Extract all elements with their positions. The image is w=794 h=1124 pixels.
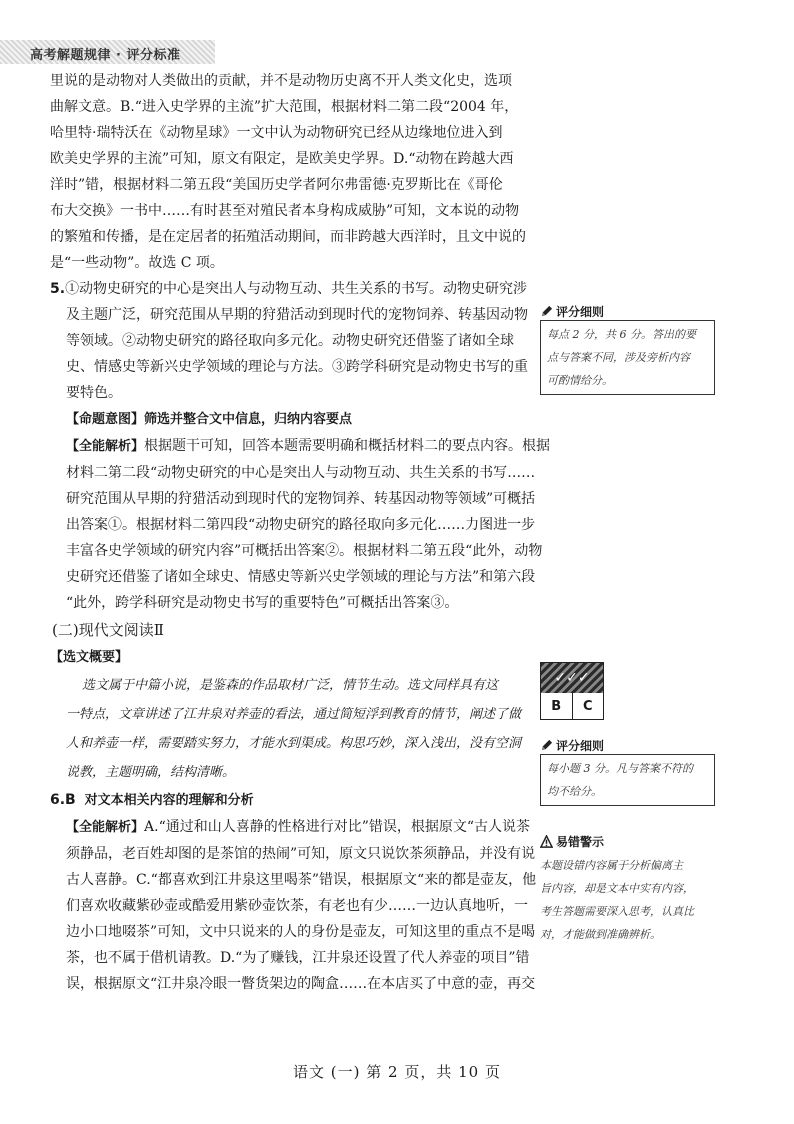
main-column: [50, 68, 551, 997]
text-line: 欧美史学界的主流”可知，原文有限定，是欧美史学界。D.“动物在跨越大西: [50, 151, 514, 167]
note-label: 评分细则: [556, 304, 605, 319]
note-line: 旨内容，却是文本中实有内容，: [540, 882, 694, 895]
text-line: 边小口地啜茶”可知，文中只说来的人的身份是壶友，可知这里的重点不是喝: [66, 924, 536, 940]
text-line: 哈里特·瑞特沃在《动物星球》一文中认为动物研究已经从边缘地位进入到: [50, 125, 503, 141]
question-6: [50, 787, 537, 997]
text-line: 研究范围从早期的狩猎活动到现时代的宠物饲养、转基因动物等领域”可概括: [66, 491, 536, 507]
analysis-line: [50, 433, 551, 460]
text-line: 古人喜静。C.“都喜欢到江井泉这里喝茶”错误，根据原文“来的都是壶友，他: [66, 872, 537, 888]
pencil-icon: [540, 305, 553, 318]
answer-box-cells: [541, 693, 603, 719]
note-line: 每点 2 分，共 6 分。答出的要: [547, 328, 696, 341]
text-line: 要特色。: [66, 385, 122, 401]
page-footer: 语文 (一) 第 2 页，共 10 页: [293, 1063, 501, 1081]
overview-label-line: [50, 644, 522, 671]
section-2: [50, 616, 522, 787]
checkmark-icon: ✓✓✓: [554, 670, 590, 686]
question-number: 5.: [50, 281, 66, 297]
text-line: 洋时”错，根据材料二第五段“美国历史学者阿尔弗雷德·克罗斯比在《哥伦: [50, 177, 503, 193]
warning-icon: [540, 835, 553, 848]
pencil-icon: [540, 739, 553, 752]
answer-box-header: [541, 663, 603, 693]
text-line: 丰富各史学领域的研究内容”可概括出答案②。根据材料二第五段“此外，动物: [66, 543, 543, 559]
note-line: 可酌情给分。: [547, 374, 613, 387]
overview-label: 【选文概要】: [50, 650, 129, 665]
note-line: 对，才能做到准确辨析。: [540, 928, 661, 941]
note-line: 均不给分。: [547, 785, 602, 798]
note-line: 考生答题需要深入思考，认真比: [540, 905, 694, 918]
text-line: 里说的是动物对人类做出的贡献，并不是动物历史离不开人类文化史，选项: [50, 73, 512, 89]
overview-line: 选文属于中篇小说，是鉴森的作品取材广泛，情节生动。选文同样具有这: [82, 678, 499, 693]
analysis-text: A.“通过和山人喜静的性格进行对比”错误，根据原文“古人说茶: [144, 819, 531, 835]
answer-continuation: [50, 68, 526, 276]
overview-line: 人和养壶一样，需要踏实努力，才能水到渠成。构思巧妙，深入浅出，没有空洞: [66, 736, 522, 751]
text-line: 的繁殖和传播，是在定居者的拓殖活动期间，而非跨越大西洋时，且文中说的: [50, 229, 526, 245]
note-label: 易错警示: [556, 834, 605, 849]
text-line: 须静品，老百姓却图的是茶馆的热闹”可知，原文只说饮茶须静品，并没有说: [66, 846, 536, 862]
question-5: [50, 276, 551, 616]
text-line: 等领域。②动物史研究的路径取向多元化。动物史研究还借鉴了诸如全球: [66, 333, 514, 349]
text-line: 及主题广泛，研究范围从早期的狩猎活动到现时代的宠物饲养、转基因动物: [66, 307, 528, 323]
text-line: 出答案①。根据材料二第四段“动物史研究的路径取向多元化……力图进一步: [66, 517, 536, 533]
text-line: 曲解文意。B.“进入史学界的主流”扩大范围，根据材料二第二段“2004 年，: [50, 99, 519, 115]
text-line: 材料二第二段“动物史研究的中心是突出人与动物互动、共生关系的书写……: [66, 465, 536, 481]
note-line: 点与答案不同，涉及旁析内容: [547, 351, 690, 364]
note-label: 评分细则: [556, 738, 605, 753]
note-line: 每小题 3 分。凡与答案不符的: [547, 762, 693, 775]
note-line: 本题设错内容属于分析偏离主: [540, 859, 683, 872]
q5-first-line: [50, 276, 528, 302]
answer-box: [540, 662, 604, 720]
text-line: 史、情感史等新兴史学领域的理论与方法。③跨学科研究是动物史书写的重: [66, 359, 528, 375]
analysis-text: 根据题干可知，回答本题需要明确和概括材料二的要点内容。根据: [144, 438, 551, 454]
analysis-line: [50, 814, 531, 841]
analysis-label: 【全能解析】: [66, 820, 145, 835]
answer-cell-left: B: [551, 698, 562, 714]
error-warning-note: [540, 832, 720, 946]
header-title: 高考解题规律 · 评分标准: [30, 48, 181, 63]
intent-label: 【命题意图】: [66, 412, 145, 427]
text-line: 布大交换》一书中……有时甚至对殖民者本身构成威胁”可知，文本说的动物: [50, 203, 520, 219]
scoring-note-q5: [540, 302, 715, 395]
q6-title: 对文本相关内容的理解和分析: [84, 793, 254, 808]
q5-answer-text: ①动物史研究的中心是突出人与动物互动、共生关系的书写。动物史研究涉: [65, 281, 528, 297]
overview-line: 一特点，文章讲述了江井泉对养壶的看法，通过简短浮到教育的情节，阐述了做: [66, 707, 522, 722]
note-header: [540, 832, 720, 850]
text-line: 茶，也不属于借机请教。D.“为了赚钱，江井泉还设置了代人养壶的项目”错: [66, 950, 530, 966]
note-header: [540, 736, 715, 754]
note-header: [540, 302, 715, 320]
note-box: [540, 754, 715, 806]
overview-line: 说教，主题明确，结构清晰。: [66, 765, 236, 780]
text-line: 史研究还借鉴了诸如全球史、情感史等新兴史学领域的理论与方法”和第六段: [66, 569, 536, 585]
analysis-label: 【全能解析】: [66, 439, 145, 454]
intent-line: [50, 406, 522, 433]
q6-header: [50, 787, 522, 814]
note-box: [540, 320, 715, 395]
answer-cell-right: C: [572, 693, 604, 719]
text-line: 们喜欢收藏紫砂壶或酷爱用紫砂壶饮茶，有老也有少……一边认真地听，一: [66, 898, 528, 914]
scoring-note-section2: [540, 736, 715, 806]
text-line: 是“一些动物”。故选 C 项。: [50, 255, 224, 271]
warning-body: [540, 850, 720, 946]
question-number: 6.B: [50, 792, 76, 808]
section-title: (二)现代文阅读Ⅱ: [52, 621, 164, 639]
text-line: 误，根据原文“江井泉冷眼一瞥货架边的陶盒……在本店买了中意的壶，再交: [66, 976, 536, 992]
text-line: “此外，跨学科研究是动物史书写的重要特色”可概括出答案③。: [66, 595, 459, 611]
intent-text: 筛选并整合文中信息，归纳内容要点: [144, 412, 353, 427]
